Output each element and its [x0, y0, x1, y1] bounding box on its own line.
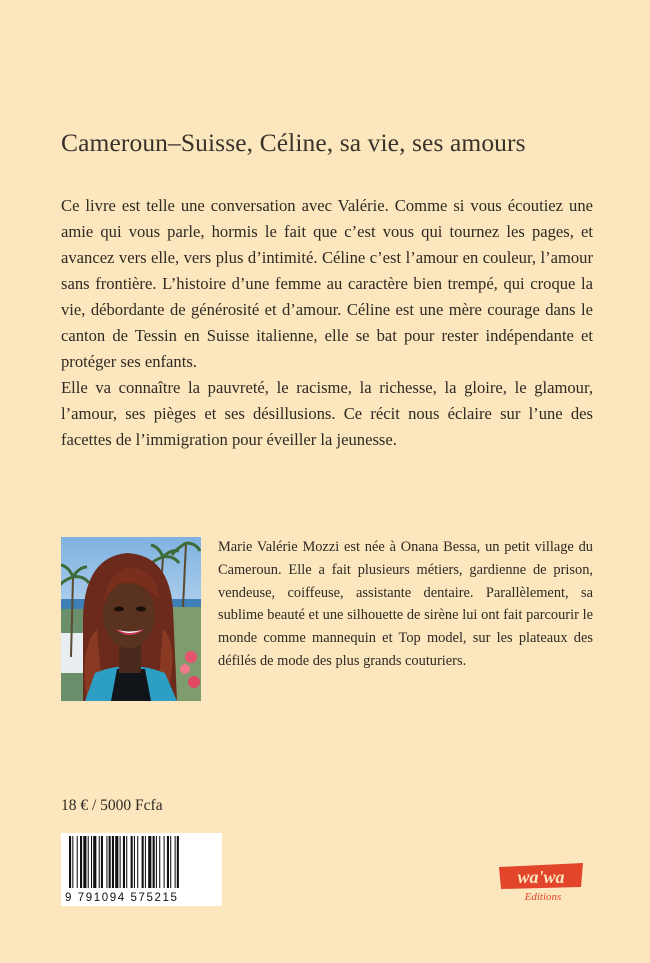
barcode-bar	[101, 836, 103, 888]
barcode-bar	[156, 836, 157, 888]
barcode-bar	[159, 836, 160, 888]
barcode-bar	[142, 836, 144, 888]
barcode-bar	[72, 836, 73, 888]
blurb-paragraph-2: Elle va connaître la pauvreté, le racisme, la richesse, la gloire, le glamour, l’amour, ses pièges et ses désillusions. Ce récit nous éclaire sur l’une des facettes de l’immigration pour éveiller la jeunesse.	[61, 378, 593, 449]
barcode-bar	[134, 836, 135, 888]
barcode-bar	[106, 836, 107, 888]
barcode-bars	[61, 833, 222, 891]
barcode-bar	[123, 836, 125, 888]
logo-subtitle: Editions	[524, 891, 562, 903]
barcode-bar	[153, 836, 155, 888]
barcode-bar	[164, 836, 165, 888]
barcode-bar	[91, 836, 92, 888]
author-bio: Marie Valérie Mozzi est née à Onana Bessa, un petit village du Cameroun. Elle a fait plusieurs métiers, gardienne de prison, vendeuse, coiffeuse, assistante dentaire. Parallèlement, sa sublime beauté et une silhouette de sirène lui ont fait parcourir le monde comme mannequin et Top model, sur les plateaux des défilés de mode des plus grands couturiers.	[218, 539, 593, 669]
barcode-bar	[137, 836, 138, 888]
barcode-bar	[99, 836, 100, 888]
barcode-bar	[120, 836, 121, 888]
author-photo	[61, 537, 201, 701]
barcode-bar	[175, 836, 176, 888]
logo-wordmark: wa'wa	[517, 867, 565, 887]
blurb-paragraph-1: Ce livre est telle une conversation avec Valérie. Comme si vous écoutiez une amie qui vous parle, hormis le fait que c’est vous qui tournez les pages, et avancez vers elle, vers plus d’intimité. Céline c’est l’amour en couleur, l’amour sans frontière. L’histoire d’une femme au caractère bien trempé, qui croque la vie, débordante de générosité et d’amour. Céline est une mère courage dans le canton de Tessin en Suisse italienne, elle se bat pour rester indépendante et protéger ses enfants.	[61, 196, 593, 371]
barcode-bar	[126, 836, 127, 888]
barcode-bar	[131, 836, 133, 888]
barcode-bar	[93, 836, 96, 888]
barcode-bar	[77, 836, 78, 888]
barcode-bar	[145, 836, 146, 888]
barcode-bar	[88, 836, 89, 888]
back-cover-blurb	[61, 193, 593, 453]
isbn-digits: 9 791094 575215	[65, 892, 179, 904]
barcode-bar	[148, 836, 151, 888]
barcode-bar	[170, 836, 171, 888]
barcode-bar	[83, 836, 86, 888]
barcode-bar	[177, 836, 179, 888]
barcode-bar	[115, 836, 118, 888]
barcode-bar	[69, 836, 71, 888]
price-label: 18 € / 5000 Fcfa	[61, 797, 163, 814]
barcode-bar	[80, 836, 82, 888]
book-title: Cameroun–Suisse, Céline, sa vie, ses amours	[61, 128, 526, 157]
barcode-bar	[167, 836, 169, 888]
barcode-bar	[109, 836, 111, 888]
publisher-logo	[497, 861, 587, 903]
isbn-barcode	[61, 833, 222, 906]
barcode-bar	[112, 836, 114, 888]
